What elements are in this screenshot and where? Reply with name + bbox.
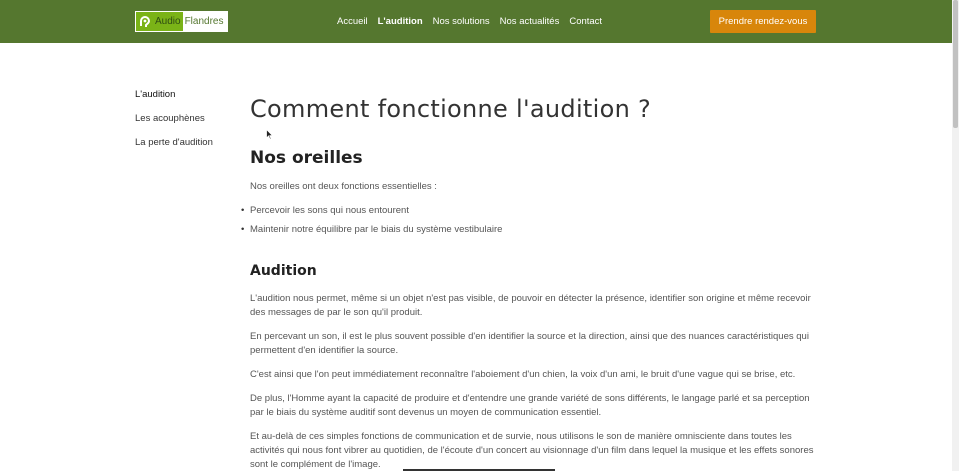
functions-list xyxy=(241,205,502,243)
section-heading-audition: Audition xyxy=(250,263,317,279)
logo-text-audio: Audio xyxy=(154,12,183,31)
list-item: • Maintenir notre équilibre par le biais du système vestibulaire xyxy=(241,224,502,243)
paragraph: L'audition nous permet, même si un objet n'est pas visible, de pouvoir en détecter la présence, identifier son origine et même recevoir des messages de par le son qu'il produit. xyxy=(250,293,811,318)
sidebar-nav xyxy=(135,89,213,161)
nav-solutions[interactable]: Nos solutions xyxy=(432,16,490,27)
ear-icon xyxy=(136,12,154,31)
scrollbar-thumb[interactable] xyxy=(953,0,958,128)
paragraph: De plus, l'Homme ayant la capacité de produire et d'entendre une grande variété de sons différents, le langage parlé et sa perception par le biais du système auditif sont devenus un moyen de communication essentiel. xyxy=(250,393,810,418)
main-nav xyxy=(337,16,602,27)
section-heading-oreilles: Nos oreilles xyxy=(250,148,363,168)
sidebar-item-audition[interactable]: L'audition xyxy=(135,89,176,100)
sidebar-item-perte-audition[interactable]: La perte d'audition xyxy=(135,137,213,148)
nav-accueil[interactable]: Accueil xyxy=(337,16,368,27)
site-logo[interactable] xyxy=(135,11,228,32)
page-title: Comment fonctionne l'audition ? xyxy=(250,95,652,123)
nav-actualites[interactable]: Nos actualités xyxy=(499,16,560,27)
mouse-cursor-icon xyxy=(266,125,273,144)
book-appointment-button[interactable]: Prendre rendez-vous xyxy=(710,10,816,33)
logo-text-flandres: Flandres xyxy=(183,12,227,31)
section-intro: Nos oreilles ont deux fonctions essentielles : xyxy=(250,181,437,192)
nav-audition[interactable]: L'audition xyxy=(377,16,423,27)
paragraph: C'est ainsi que l'on peut immédiatement reconnaître l'aboiement d'un chien, la voix d'un ami, le bruit d'une vague qui se brise, etc. xyxy=(250,369,796,380)
site-header xyxy=(0,0,952,43)
paragraph: Et au-delà de ces simples fonctions de communication et de survie, nous utilisons le son de manière omnisciente dans toutes les activités qui nous font vibrer au quotidien, de l'écoute d'un concert au visionnage d'un film dans lequel la musique et les effets sonores sont le complément de l'image. xyxy=(250,431,814,470)
paragraph: En percevant un son, il est le plus souvent possible d'en identifier la source et la direction, ainsi que des nuances caractéristiques qui permettent d'en identifier la source. xyxy=(250,331,809,356)
nav-contact[interactable]: Contact xyxy=(569,16,603,27)
sidebar-item-acouphenes[interactable]: Les acouphènes xyxy=(135,113,205,124)
list-item: • Percevoir les sons qui nous entourent xyxy=(241,205,502,224)
